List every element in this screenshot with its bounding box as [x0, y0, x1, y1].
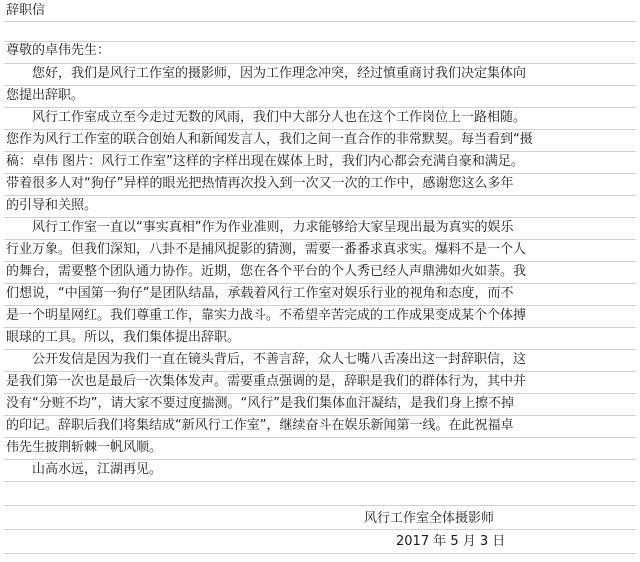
body-line: 您作为风行工作室的联合创始人和新闻发言人，我们之间一直合作的非常默契。每当看到“摄 [6, 132, 533, 147]
body-line: 眼球的工具。所以，我们集体提出辞职。 [6, 330, 241, 345]
body-line: 风行工作室成立至今走过无数的风雨，我们中大部分人也在这个工作岗位上一路相随。 [6, 110, 527, 125]
signature: 风行工作室全体摄影师 [364, 511, 495, 526]
salutation: 尊敬的卓伟先生： [6, 43, 111, 58]
body-line: 您好，我们是风行工作室的摄影师，因为工作理念冲突，经过慎重商讨我们决定集体向 [6, 66, 527, 81]
body-line: 是我们第一次也是最后一次集体发声。需要重点强调的是，辞职是我们的群体行为，其中并 [6, 374, 527, 389]
body-line: 伟先生披荆斩棘一帆风顺。 [6, 440, 163, 455]
body-line: 带着很多人对“狗仔”异样的眼光把热情再次投入到一次又一次的工作中，感谢您这么多年 [6, 176, 514, 191]
body-line: 行业万象。但我们深知，八卦不是捕风捉影的猜测，需要一番番求真求实。爆料不是一个人 [6, 242, 527, 257]
body-line: 的印记。辞职后我们将集结成“新风行工作室”，继续奋斗在娱乐新闻第一线。在此祝福卓 [6, 418, 514, 433]
body-line: 稿：卓伟 图片：风行工作室”这样的字样出现在媒体上时，我们内心都会充满自豪和满足。 [6, 154, 524, 169]
body-line: 您提出辞职。 [6, 88, 85, 103]
body-line: 的舞台，需要整个团队通力协作。近期，您在各个平台的个人秀已经人声鼎沸如火如荼。我 [6, 264, 527, 279]
letter-title: 辞职信 [6, 3, 46, 18]
body-line: 公开发信是因为我们一直在镜头背后，不善言辞，众人七嘴八舌凑出这一封辞职信，这 [6, 352, 527, 367]
body-line: 们想说，“中国第一狗仔”是团队结晶，承载着风行工作室对娱乐行业的视角和态度，而不 [6, 286, 514, 301]
letter-date: 2017 年 5 月 3 日 [396, 534, 506, 549]
body-line: 的引导和关照。 [6, 198, 98, 213]
closing-line: 山高水远，江湖再见。 [6, 462, 163, 477]
body-line: 风行工作室一直以“事实真相”作为作业准则，力求能够给大家呈现出最为真实的娱乐 [6, 220, 514, 235]
body-line: 是一个明星网红。我们尊重工作，靠实力战斗。不希望辛苦完成的工作成果变成某个个体搏 [6, 308, 527, 323]
body-line: 没有“分赃不均”，请大家不要过度揣测。“风行”是我们集体血汗凝结，是我们身上擦不掉 [6, 396, 514, 411]
